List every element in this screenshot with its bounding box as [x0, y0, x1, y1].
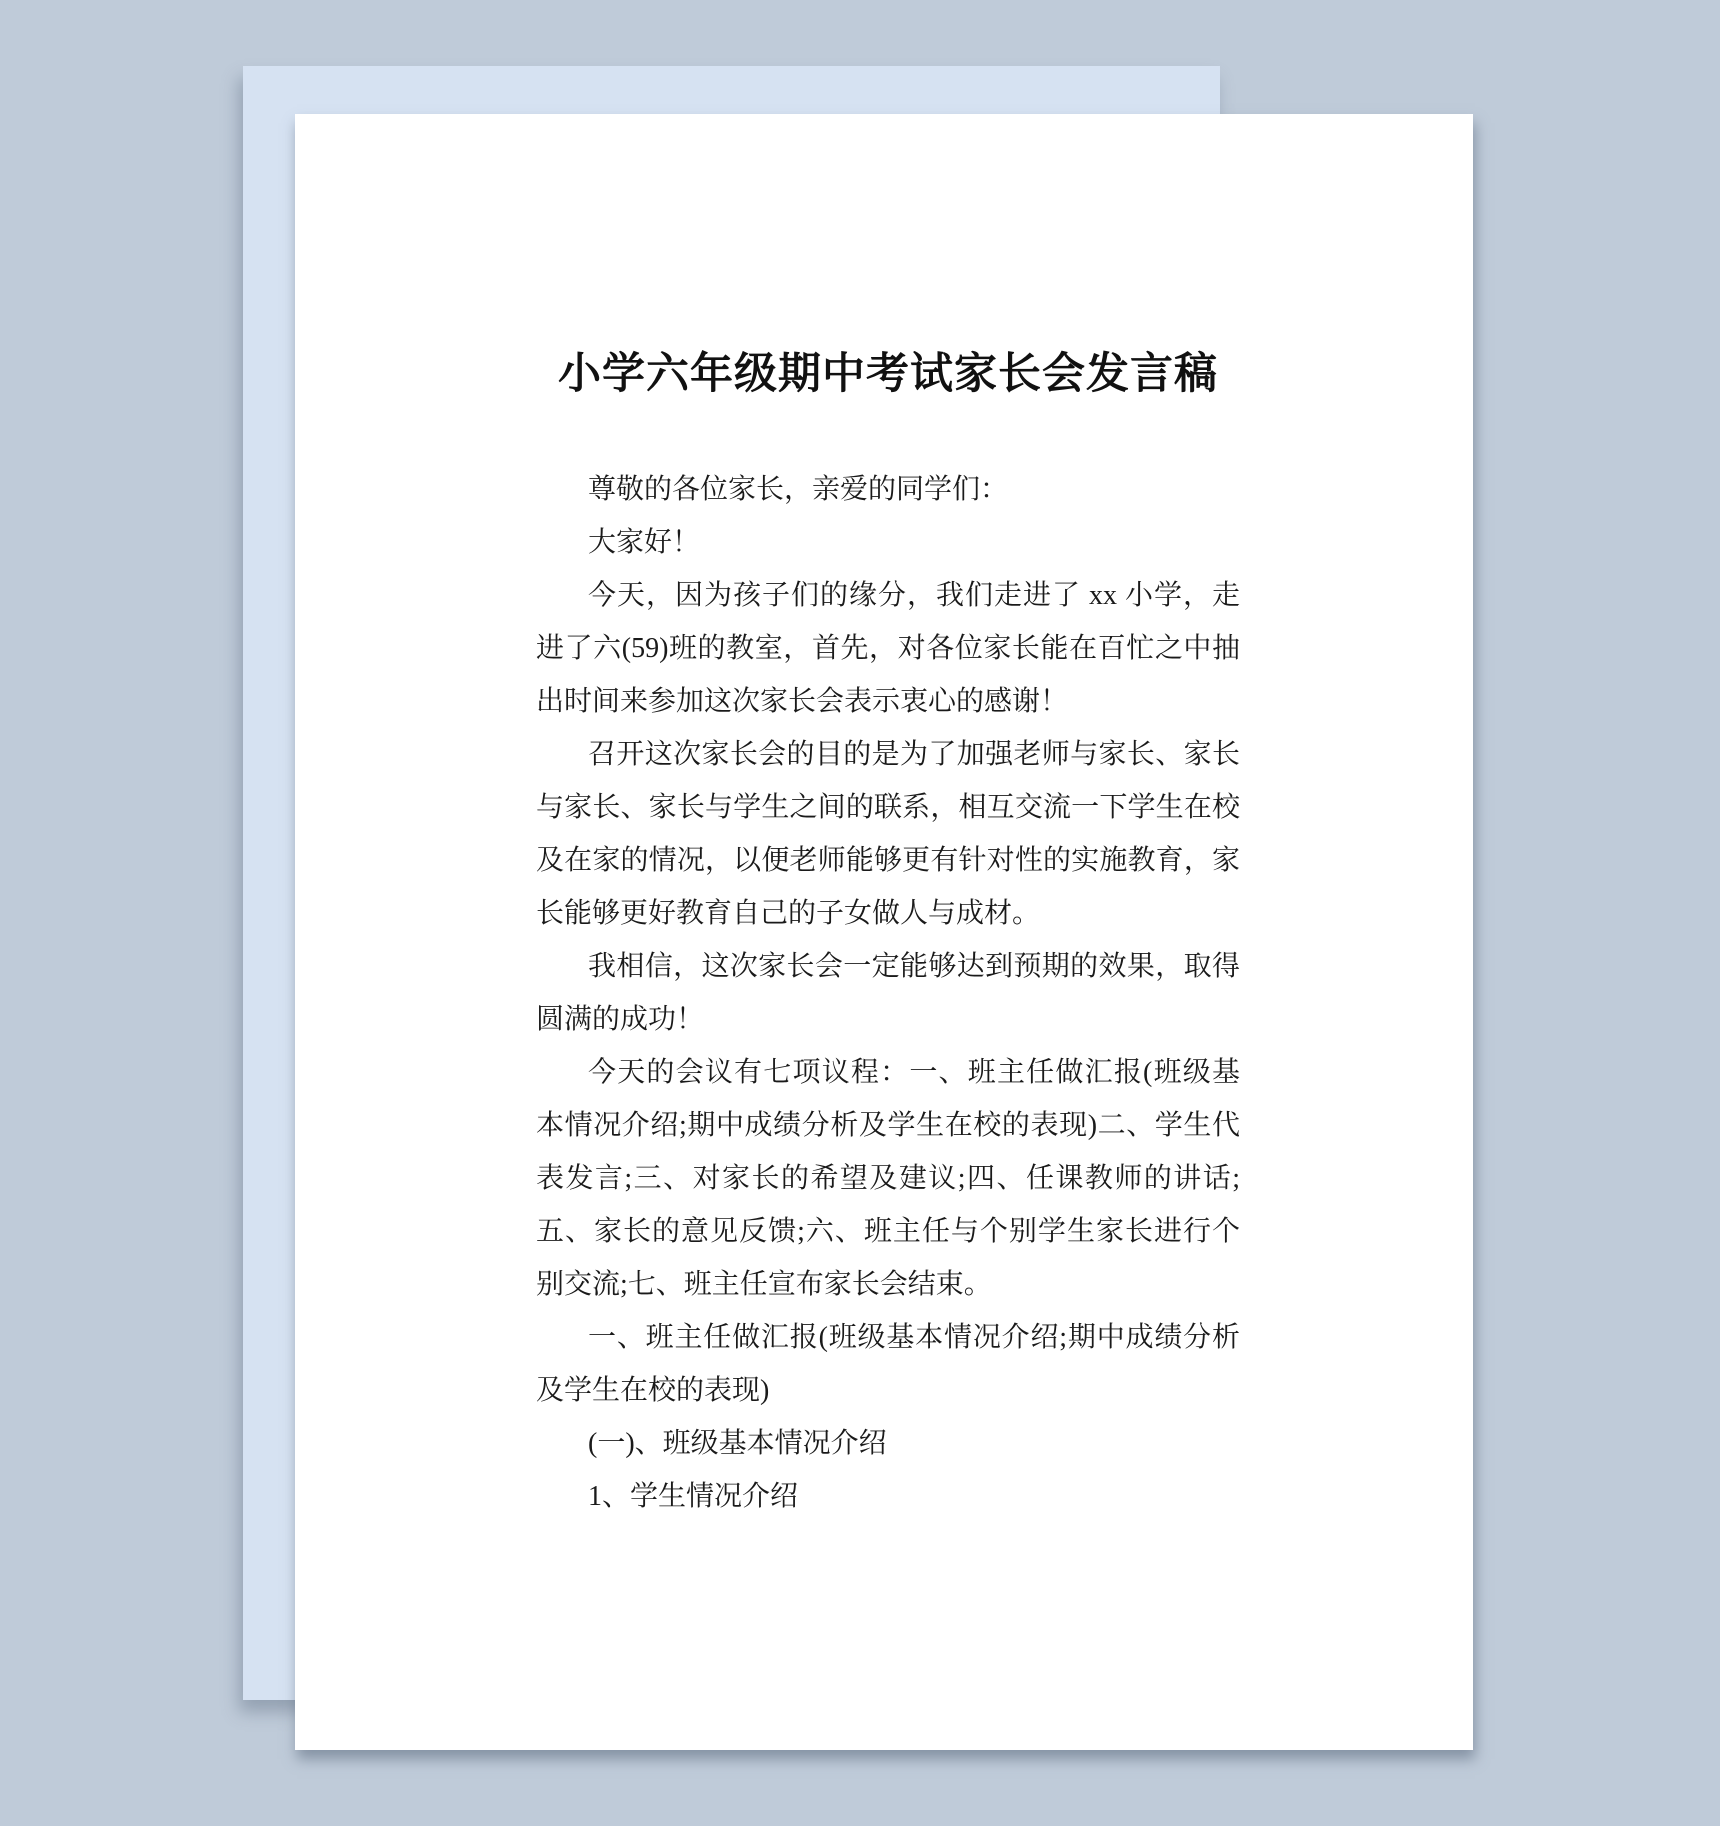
paragraph-section-heading: 一、班主任做汇报(班级基本情况介绍;期中成绩分析及学生在校的表现) — [536, 1322, 1240, 1406]
document-page — [295, 114, 1473, 1750]
paragraph-subsection-item: 1、学生情况介绍 — [588, 1481, 799, 1512]
paragraph: 我相信，这次家长会一定能够达到预期的效果，取得圆满的成功！ — [536, 951, 1240, 1035]
paragraph-agenda: 今天的会议有七项议程：一、班主任做汇报(班级基本情况介绍;期中成绩分析及学生在校的表现)二、学生代表发言;三、对家长的希望及建议;四、任课教师的讲话;五、家长的意见反馈;六、班主任与个别学生家长进行个别交流;七、班主任宣布家长会结束。 — [536, 1057, 1240, 1300]
paragraph-salutation: 尊敬的各位家长，亲爱的同学们： — [588, 474, 1009, 505]
paragraph-greeting: 大家好！ — [588, 527, 701, 558]
paragraph-subsection-heading: (一)、班级基本情况介绍 — [588, 1428, 887, 1459]
paragraph: 今天，因为孩子们的缘分，我们走进了 xx 小学，走进了六(59)班的教室，首先，对各位家长能在百忙之中抽出时间来参加这次家长会表示衷心的感谢！ — [536, 580, 1240, 717]
paragraph: 召开这次家长会的目的是为了加强老师与家长、家长与家长、家长与学生之间的联系，相互交流一下学生在校及在家的情况，以便老师能够更有针对性的实施教育，家长能够更好教育自己的子女做人与成材。 — [536, 739, 1240, 929]
document-title: 小学六年级期中考试家长会发言稿 — [558, 351, 1218, 398]
document-body — [536, 463, 1240, 1523]
